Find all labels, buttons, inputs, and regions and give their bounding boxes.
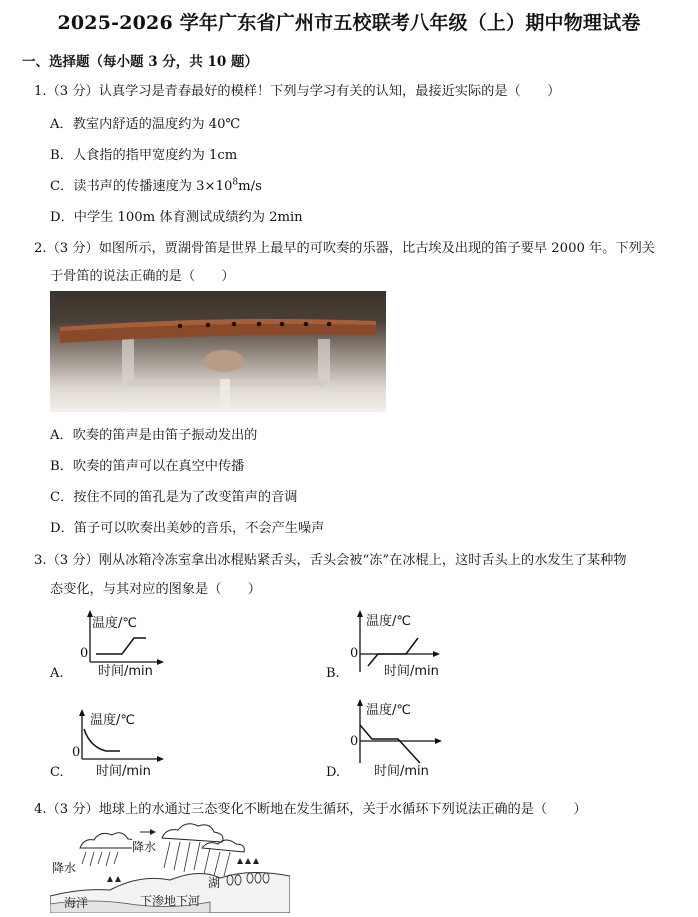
- fig-label-underground: 下渗地下河: [140, 894, 201, 908]
- graph-b-zero: 0: [350, 646, 359, 661]
- graph-b-ylabel: 温度/℃: [366, 614, 411, 629]
- q2-option-a: A．吹奏的笛声是由笛子振动发出的: [50, 428, 258, 443]
- fig-label-precip-2: 降水: [52, 861, 77, 875]
- q2-option-c: C．按住不同的笛孔是为了改变笛声的音调: [50, 490, 298, 505]
- q1-option-d: D．中学生 100m 体育测试成绩约为 2min: [50, 210, 303, 225]
- graph-d: [326, 697, 506, 782]
- graph-c-xlabel: 时间/min: [96, 764, 151, 779]
- graph-a-xlabel: 时间/min: [98, 664, 153, 679]
- q1-option-b: B．人食指的指甲宽度约为 1cm: [50, 148, 238, 163]
- section-heading: 一、选择题（每小题 3 分，共 10 题）: [22, 54, 258, 70]
- graph-d-xlabel: 时间/min: [374, 764, 429, 779]
- graph-b-label: B.: [326, 666, 340, 681]
- fig-label-precip-1: 降水: [132, 840, 157, 854]
- water-cycle-figure: [50, 818, 290, 913]
- fig-label-lake: 湖: [208, 876, 221, 890]
- graph-b: [326, 608, 506, 683]
- graph-a: [50, 608, 230, 683]
- graph-b-xlabel: 时间/min: [384, 664, 439, 679]
- graph-c-label: C.: [50, 765, 64, 780]
- q1-option-c: C．读书声的传播速度为 $3\times 10^8m/s$: [50, 177, 262, 194]
- graph-a-ylabel: 温度/℃: [92, 616, 137, 631]
- graph-c-ylabel: 温度/℃: [90, 713, 135, 728]
- question-1-stem: 1.（3 分）认真学习是青春最好的模样！下列与学习有关的认知，最接近实际的是（ ）: [34, 84, 561, 99]
- graph-c-zero: 0: [72, 745, 81, 760]
- q1-option-a: A．教室内舒适的温度约为 40℃: [50, 117, 241, 132]
- q2-option-b: B．吹奏的笛声可以在真空中传播: [50, 459, 245, 474]
- graph-d-ylabel: 温度/℃: [366, 703, 411, 718]
- question-2-stem-cont: 于骨笛的说法正确的是（ ）: [50, 269, 235, 284]
- fig-label-ocean: 海洋: [64, 896, 89, 910]
- graph-c: [50, 707, 230, 782]
- exam-title: 2025-2026 学年广东省广州市五校联考八年级（上）期中物理试卷: [57, 12, 641, 34]
- graph-a-zero: 0: [80, 646, 89, 661]
- graph-a-label: A.: [50, 666, 64, 681]
- bone-flute-photo: [50, 291, 386, 412]
- graph-d-zero: 0: [350, 734, 359, 749]
- graph-d-label: D.: [326, 765, 341, 780]
- q2-option-d: D．笛子可以吹奏出美妙的音乐，不会产生噪声: [50, 521, 325, 536]
- question-3-stem: 3.（3 分）刚从冰箱冷冻室拿出冰棍贴紧舌头，舌头会被“冻”在冰棍上，这时舌头上的水发生了某种物: [34, 553, 627, 568]
- question-3-stem-cont: 态变化，与其对应的图象是（ ）: [50, 582, 261, 597]
- question-4-stem: 4.（3 分）地球上的水通过三态变化不断地在发生循环，关于水循环下列说法正确的是（ ）: [34, 802, 587, 817]
- question-2-stem: 2.（3 分）如图所示，贾湖骨笛是世界上最早的可吹奏的乐器，比古埃及出现的笛子要早 2000 年。下列关: [34, 241, 655, 256]
